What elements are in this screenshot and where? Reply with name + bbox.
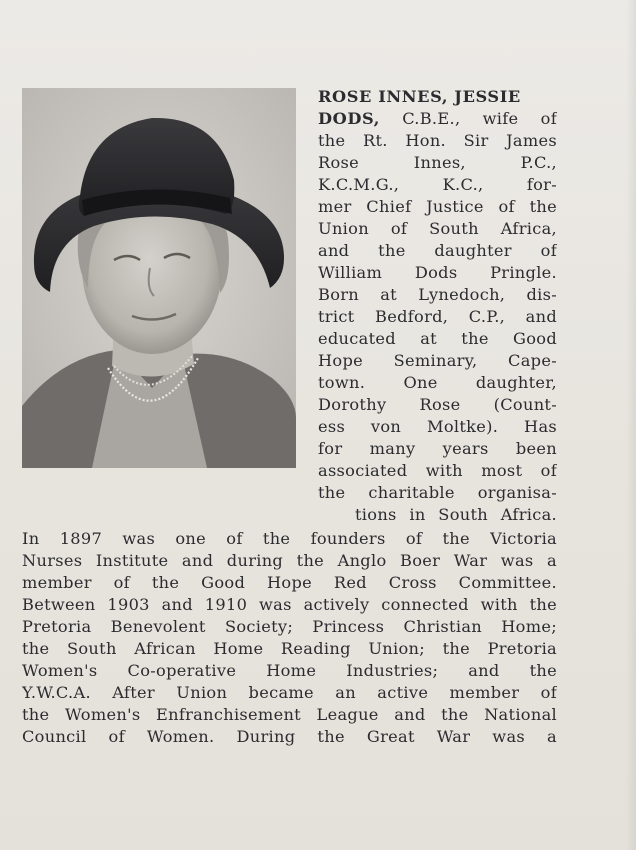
entry-side-line: mer Chief Justice of the: [318, 197, 557, 216]
entry-body-line: Council of Women. During the Great War was a: [22, 727, 557, 746]
entry-side-line: associated with most of: [318, 461, 557, 480]
entry-side-line: town. One daughter,: [318, 373, 557, 392]
entry-side-line: Born at Lynedoch, dis-: [318, 285, 557, 304]
entry-body-line: Women's Co-operative Home Industries; and the: [22, 661, 557, 680]
entry-body-line: Pretoria Benevolent Society; Princess Christian Home;: [22, 617, 557, 636]
entry-side-line: the Rt. Hon. Sir James: [318, 131, 557, 150]
page-edge-shadow: [626, 0, 636, 850]
entry-side-line: Hope Seminary, Cape-: [318, 351, 557, 370]
entry-side-line: educated at the Good: [318, 329, 557, 348]
entry-side-line: Union of South Africa,: [318, 219, 557, 238]
entry-body-line: In 1897 was one of the founders of the Victoria: [22, 529, 557, 548]
entry-name-line: ROSE INNES, JESSIE: [318, 87, 521, 106]
entry-side-line: William Dods Pringle.: [318, 263, 557, 282]
entry-body-line: the South African Home Reading Union; the Pretoria: [22, 639, 557, 658]
entry-side-line: DODS, C.B.E., wife of: [318, 109, 557, 128]
entry-side-line: K.C.M.G., K.C., for-: [318, 175, 557, 194]
entry-side-line: Rose Innes, P.C.,: [318, 153, 557, 172]
entry-side-line: for many years been: [318, 439, 557, 458]
entry-body-line: Between 1903 and 1910 was actively connected with the: [22, 595, 557, 614]
entry-side-line: tions in South Africa.: [355, 505, 557, 524]
entry-side-line: the charitable organisa-: [318, 483, 557, 502]
entry-side-line: trict Bedford, C.P., and: [318, 307, 557, 326]
entry-body-line: the Women's Enfranchisement League and the National: [22, 705, 557, 724]
entry-body-line: member of the Good Hope Red Cross Committee.: [22, 573, 557, 592]
entry-side-line: Dorothy Rose (Count-: [318, 395, 557, 414]
portrait-photo: [22, 88, 296, 468]
entry-side-line: ess von Moltke). Has: [318, 417, 557, 436]
entry-body-line: Nurses Institute and during the Anglo Boer War was a: [22, 551, 557, 570]
entry-body-line: Y.W.C.A. After Union became an active member of: [22, 683, 557, 702]
entry-side-line: and the daughter of: [318, 241, 557, 260]
